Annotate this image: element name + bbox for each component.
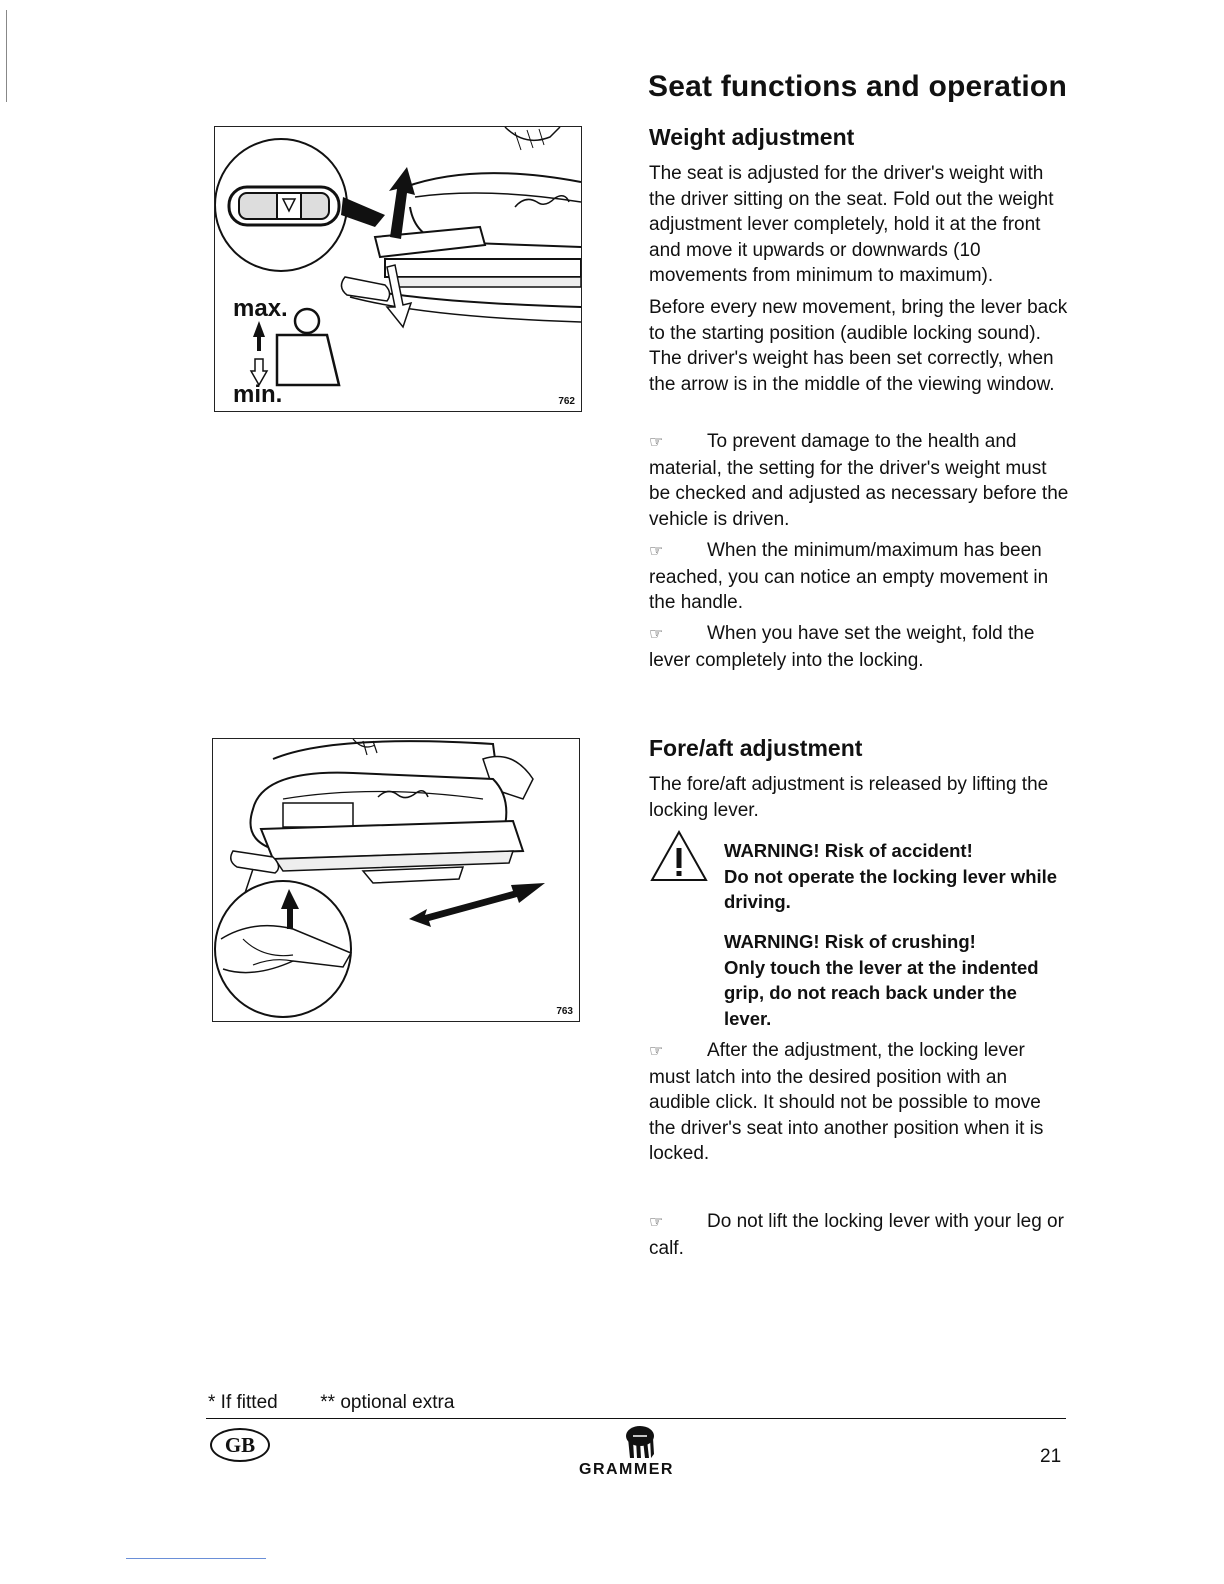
scan-margin-line <box>6 10 7 102</box>
warning-accident-text: Do not operate the locking lever while driving. <box>724 865 1058 912</box>
weight-note-2 <box>649 538 1069 616</box>
weight-note-1 <box>649 429 1069 532</box>
warning-crushing-title: WARNING! Risk of crushing! <box>724 931 976 952</box>
weight-paragraph-2: Before every new movement, bring the lever back to the starting position (audible locking sound). The driver's weight has been set correctly, when the arrow is in the middle of the viewing window. <box>649 297 1068 395</box>
section-heading-foreaft: Fore/aft adjustment <box>649 735 863 761</box>
foreaft-note-2 <box>649 1209 1069 1261</box>
weight-paragraph-1: The seat is adjusted for the driver's weight with the driver sitting on the seat. Fold out the weight adjustment lever completely, hold it at the front and move it upwards or downwards (10 movements from minimum to maximum). <box>649 163 1054 286</box>
foreaft-note-1-text: After the adjustment, the locking lever must latch into the desired position with an audible click. It should not be possible to move the driver's seat into another position when it is locked. <box>649 1040 1044 1164</box>
pointing-hand-icon: ☞ <box>649 543 664 560</box>
pointing-hand-icon: ☞ <box>649 1214 664 1231</box>
weight-note-3 <box>649 621 1069 673</box>
brand-name: GRAMMER <box>579 1461 674 1478</box>
figure-weight-adjustment <box>214 126 582 412</box>
figure-fore-aft-adjustment <box>212 738 580 1022</box>
pointing-hand-icon: ☞ <box>649 626 664 643</box>
figure-label-min: min. <box>233 381 283 408</box>
warning-accident <box>724 838 1064 915</box>
footer-note-optional: ** optional extra <box>320 1392 455 1413</box>
figure-number: 763 <box>556 1006 573 1017</box>
weight-note-2-text: When the minimum/maximum has been reached, you can notice an empty movement in the handle. <box>649 540 1049 613</box>
foreaft-note-1 <box>649 1038 1069 1167</box>
page-title: Seat functions and operation <box>648 70 1067 103</box>
footer-divider <box>206 1418 1066 1419</box>
weight-note-3-text: When you have set the weight, fold the lever completely into the locking. <box>649 623 1035 671</box>
weight-note-1-text: To prevent damage to the health and material, the setting for the driver's weight must be checked and adjusted as necessary before the vehicle is driven. <box>649 431 1069 530</box>
weight-adjustment-illustration <box>215 127 581 411</box>
section-heading-weight: Weight adjustment <box>649 124 855 150</box>
page-number: 21 <box>1040 1446 1062 1467</box>
scan-edge-line <box>126 1558 266 1559</box>
grammer-logo-icon <box>620 1424 660 1460</box>
warning-crushing <box>724 929 1064 1031</box>
warning-crushing-text: Only touch the lever at the indented grip, do not reach back under the lever. <box>724 956 1039 1029</box>
pointing-hand-icon: ☞ <box>649 1043 664 1060</box>
warning-accident-title: WARNING! Risk of accident! <box>724 840 973 861</box>
pointing-hand-icon: ☞ <box>649 434 664 451</box>
footer-notes <box>208 1392 454 1414</box>
footer-note-fitted: * If fitted <box>208 1392 278 1413</box>
language-badge: GB <box>210 1428 270 1462</box>
fore-aft-illustration <box>213 739 579 1021</box>
foreaft-paragraph-1: The fore/aft adjustment is released by lifting the locking lever. <box>649 774 1049 821</box>
warning-triangle-icon <box>648 828 710 884</box>
foreaft-note-2-text: Do not lift the locking lever with your leg or calf. <box>649 1211 1064 1259</box>
figure-label-max: max. <box>233 295 288 322</box>
figure-number: 762 <box>558 396 575 407</box>
